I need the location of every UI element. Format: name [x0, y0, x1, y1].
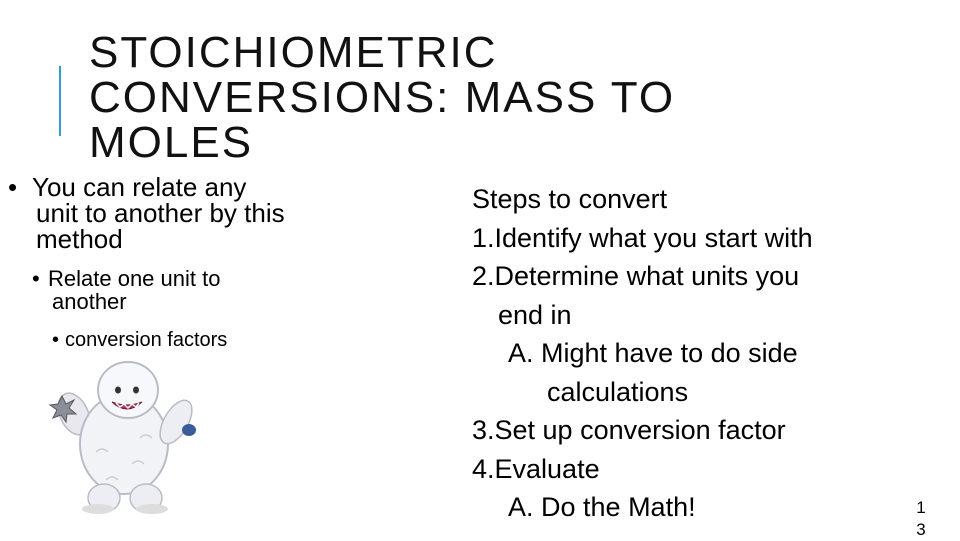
left-bullet-list [8, 174, 368, 351]
title-line: STOICHIOMETRIC [89, 28, 498, 77]
bullet-text-line: • conversion factors [65, 329, 228, 351]
bullet-text-line: • Relate one unit to [48, 266, 221, 291]
steps-list [472, 180, 813, 527]
page-number [913, 497, 929, 541]
bullet-text-line: another [52, 289, 127, 314]
sub-step-line: A. Do the Math! [508, 492, 696, 522]
bullet-level-1 [8, 174, 368, 252]
title-accent-bar [59, 66, 61, 136]
bullet-text-line: method [36, 224, 123, 254]
sub-step-line: A. Might have to do side [508, 338, 798, 368]
bullet-text-line: unit to another by this [36, 198, 285, 228]
page-number-digit: 1 [916, 498, 926, 517]
page-number-digit: 3 [916, 520, 926, 539]
sub-step-line: calculations [547, 376, 689, 407]
bullet-level-2 [8, 267, 368, 313]
bullet-level-3 [8, 329, 368, 351]
step-line: end in [498, 299, 572, 330]
title-line: CONVERSIONS: MASS TO [89, 73, 676, 122]
slide-title [89, 30, 675, 165]
step-line: 1.Identify what you start with [472, 222, 813, 253]
yeti-snow-monster-icon [36, 352, 206, 522]
step-line: 2.Determine what units you [472, 261, 800, 291]
step-line: 4.Evaluate [472, 453, 600, 484]
title-line: MOLES [89, 118, 254, 167]
step-line: 3.Set up conversion factor [472, 415, 786, 445]
bullet-text-line: • You can relate any [32, 172, 247, 202]
steps-heading: Steps to convert [472, 184, 668, 214]
